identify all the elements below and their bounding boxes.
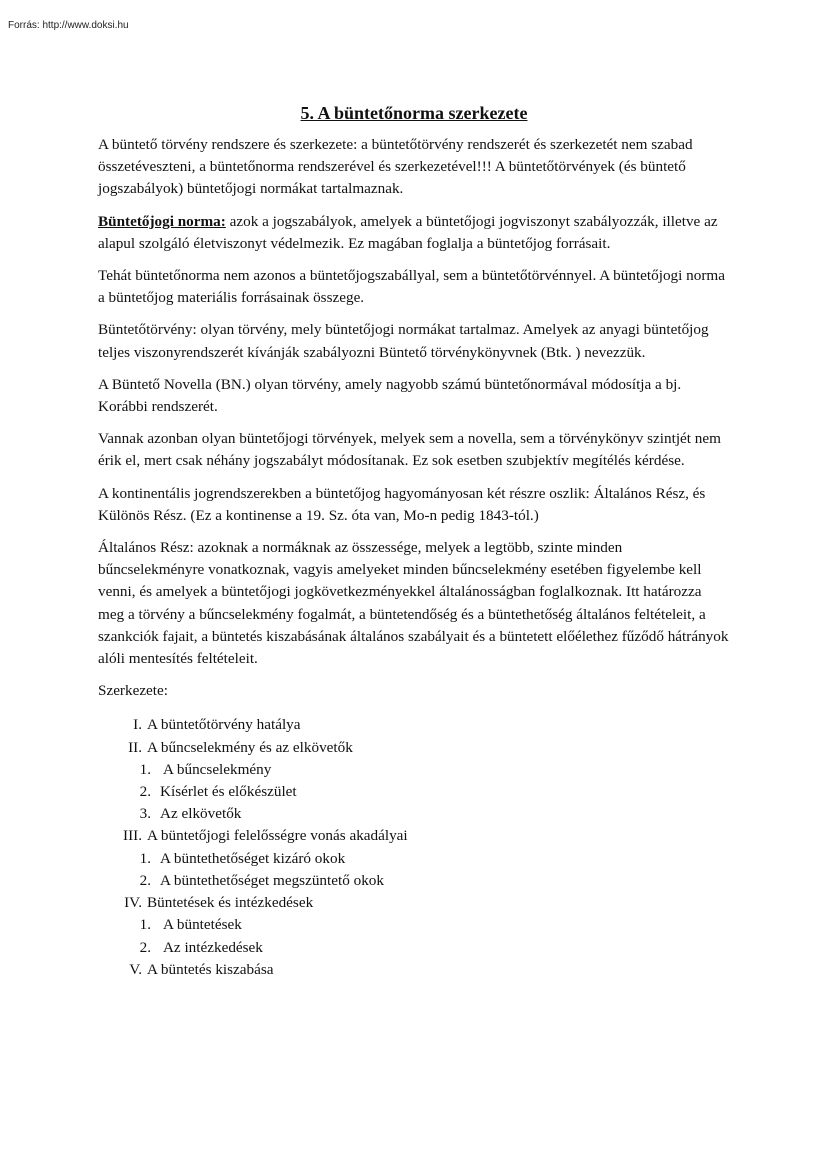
outline-subitem — [98, 781, 730, 803]
paragraph-norm-vs-law: Tehát büntetőnorma nem azonos a büntetőjogszabállyal, sem a büntetőtörvénnyel. A büntetőjogi norma a büntetőjog materiális forrásainak összege. — [98, 267, 725, 307]
structure-outline — [98, 714, 730, 980]
outline-label: Kísérlet és előkészület — [160, 783, 297, 801]
outline-label: A bűncselekmény — [160, 760, 272, 778]
outline-number: I. — [133, 716, 142, 734]
outline-item — [98, 825, 730, 847]
page-title: 5. A büntetőnorma szerkezete — [300, 103, 528, 123]
outline-subitem — [98, 914, 730, 936]
paragraph-criminal-code: Büntetőtörvény: olyan törvény, mely büntetőjogi normákat tartalmaz. Amelyek az anyagi büntetőjog teljes viszonyrendszerét kívánják szabályozni Büntető törvénykönyvnek (Btk. ) nevezzük. — [98, 321, 709, 361]
outline-number: IV. — [124, 894, 142, 912]
outline-number: 1. — [139, 760, 151, 778]
paragraph-general-part: Általános Rész: azoknak a normáknak az összessége, melyek a legtöbb, szinte minden bűncselekményre vonatkoznak, vagyis amelyeket minden bűncselekmény esetében figyelembe kell venni, és amelyek a büntetőjogi jogkövetkezményekkel általánosságban foglalkoznak. Itt határozza meg a törvény a bűncselekmény fogalmát, a büntetendőség és a büntethetőség általános feltételeit, a szankciók fajait, a büntetés kiszabásának általános szabályait és a büntetett előélethez fűződő hátrányok alóli mentesítés feltételeit. — [98, 539, 729, 668]
paragraph-intro: A büntető törvény rendszere és szerkezete: a büntetőtörvény rendszerét és szerkezetét nem szabad összetéveszteni, a büntetőnorma rendszerével és szerkezetével!!! A büntetőtörvények (és büntető jogszabályok) büntetőjogi normákat tartalmaznak. — [98, 136, 693, 198]
outline-label: A büntethetőséget megszüntető okok — [160, 871, 384, 889]
outline-label: Büntetések és intézkedések — [147, 894, 314, 912]
paragraph-novella: A Büntető Novella (BN.) olyan törvény, amely nagyobb számú büntetőnormával módosítja a bj. Korábbi rendszerét. — [98, 375, 682, 416]
outline-label: A bűncselekmény és az elkövetők — [147, 738, 353, 756]
outline-label: A büntetőtörvény hatálya — [147, 716, 301, 734]
paragraph-continental: A kontinentális jogrendszerekben a büntetőjog hagyományosan két részre oszlik: Általános Rész, és Különös Rész. (Ez a kontinense a 19. Sz. óta van, Mo-n pedig 1843-tól.) — [98, 484, 706, 524]
definition-text: azok a jogszabályok, amelyek a büntetőjogi jogviszonyt szabályozzák, illetve az alapul szolgáló életviszonyt védelmezik. Ez magában foglalja a büntetőjog forrásait. — [98, 212, 718, 252]
outline-item — [98, 737, 730, 759]
outline-subitem — [98, 937, 730, 959]
outline-number: 3. — [139, 805, 151, 823]
document-page — [98, 101, 730, 981]
definition-term: Büntetőjogi norma: — [98, 212, 226, 230]
outline-label: A büntetések — [160, 916, 242, 934]
outline-subitem — [98, 848, 730, 870]
paragraph-structure-heading: Szerkezete: — [98, 682, 168, 700]
outline-number: 2. — [139, 783, 151, 801]
outline-number: 1. — [139, 849, 151, 867]
outline-label: Az intézkedések — [160, 938, 263, 956]
outline-number: 1. — [139, 916, 151, 934]
outline-number: 2. — [139, 871, 151, 889]
outline-label: A büntethetőséget kizáró okok — [160, 849, 346, 867]
outline-subitem — [98, 803, 730, 825]
outline-number: III. — [123, 827, 142, 845]
outline-number: 2. — [139, 938, 151, 956]
outline-item — [98, 959, 730, 981]
outline-label: A büntetőjogi felelősségre vonás akadályai — [147, 827, 408, 845]
outline-subitem — [98, 870, 730, 892]
source-label: Forrás: http://www.doksi.hu — [8, 20, 129, 31]
outline-item — [98, 714, 730, 736]
paragraph-other-laws: Vannak azonban olyan büntetőjogi törvények, melyek sem a novella, sem a törvénykönyv szintjét nem érik el, mert csak néhány jogszabályt módosítanak. Ez sok esetben szubjektív megítélés kérdése. — [98, 430, 721, 470]
outline-number: V. — [129, 960, 142, 978]
outline-label: Az elkövetők — [160, 805, 242, 823]
outline-subitem — [98, 759, 730, 781]
outline-label: A büntetés kiszabása — [147, 960, 274, 978]
outline-number: II. — [128, 738, 142, 756]
outline-item — [98, 892, 730, 914]
paragraph-definition — [98, 211, 730, 255]
